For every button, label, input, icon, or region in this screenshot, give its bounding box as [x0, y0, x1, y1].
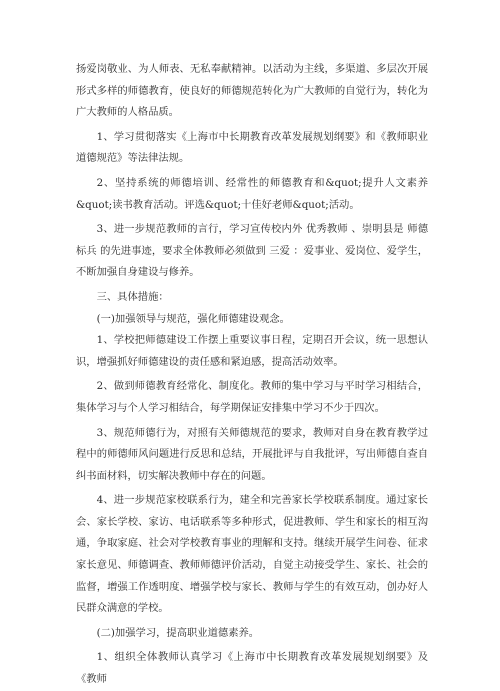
section-heading-measures: 三、具体措施： [96, 290, 169, 303]
paragraph-item-1: 1、学习贯彻落实《上海市中长期教育改革发展规划纲要》和《教师职业道德规范》等法律法规。 [76, 130, 428, 165]
paragraph-continuation: 扬爱岗敬业、为人师表、无私奉献精神。以活动为主线，多渠道、多层次开展形式多样的师德教育，使良好的师德规范转化为广大教师的自觉行为，转化为广大教师的人格品质。 [76, 63, 428, 119]
paragraph-study-1: 1、组织全体教师认真学习《上海市中长期教育改革发展规划纲要》及《教师 [76, 651, 428, 686]
paragraph-item-3: 3、进一步规范教师的言行，学习宣传校内外 优秀教师 、崇明县是 师德标兵 的先进事迹，要求全体教师必须做到 三爱 ：爱事业、爱岗位、爱学生，不断加强自身建设与修养。 [76, 223, 428, 279]
subheading-study: (二)加强学习，提高职业道德素养。 [96, 626, 260, 639]
paragraph-measure-1: 1、学校把师德建设工作摆上重要议事日程，定期召开会议，统一思想认识，增强抓好师德建设的责任感和紧迫感，提高活动效率。 [76, 334, 428, 368]
paragraph-measure-2: 2、做到师德教育经常化、制度化。教师的集中学习与平时学习相结合，集体学习与个人学习相结合，每学期保证安排集中学习不少于四次。 [76, 380, 428, 414]
paragraph-measure-4: 4、进一步规范家校联系行为，建全和完善家长学校联系制度。通过家长会、家长学校、家访、电话联系等多种形式，促进教师、学生和家长的相互沟通，争取家庭、社会对学校教育事业的理解和支持。继续开展学生问卷、征求家长意见、师德调查、教师师德评价活动，自觉主动接受学生、家长、社会的监督，增强工作透明度、增强学校与家长、教师与学生的有效互动，创办好人民群众满意的学校。 [76, 494, 428, 615]
paragraph-measure-3: 3、规范师德行为，对照有关师德规范的要求，教师对自身在教育教学过程中的师德师风问题进行反思和总结，开展批评与自我批评，写出师德自查自纠书面材料，切实解决教师中存在的问题。 [76, 426, 428, 482]
body-text [76, 59, 428, 691]
paragraph-item-2: 2、坚持系统的师德培训、经常性的师德教育和&quot;提升人文素养&quot;读书教育活动。评选&quot;十佳好老师&quot;活动。 [76, 176, 428, 211]
subheading-leadership: (一)加强领导与规范，强化师德建设观念。 [96, 312, 290, 325]
